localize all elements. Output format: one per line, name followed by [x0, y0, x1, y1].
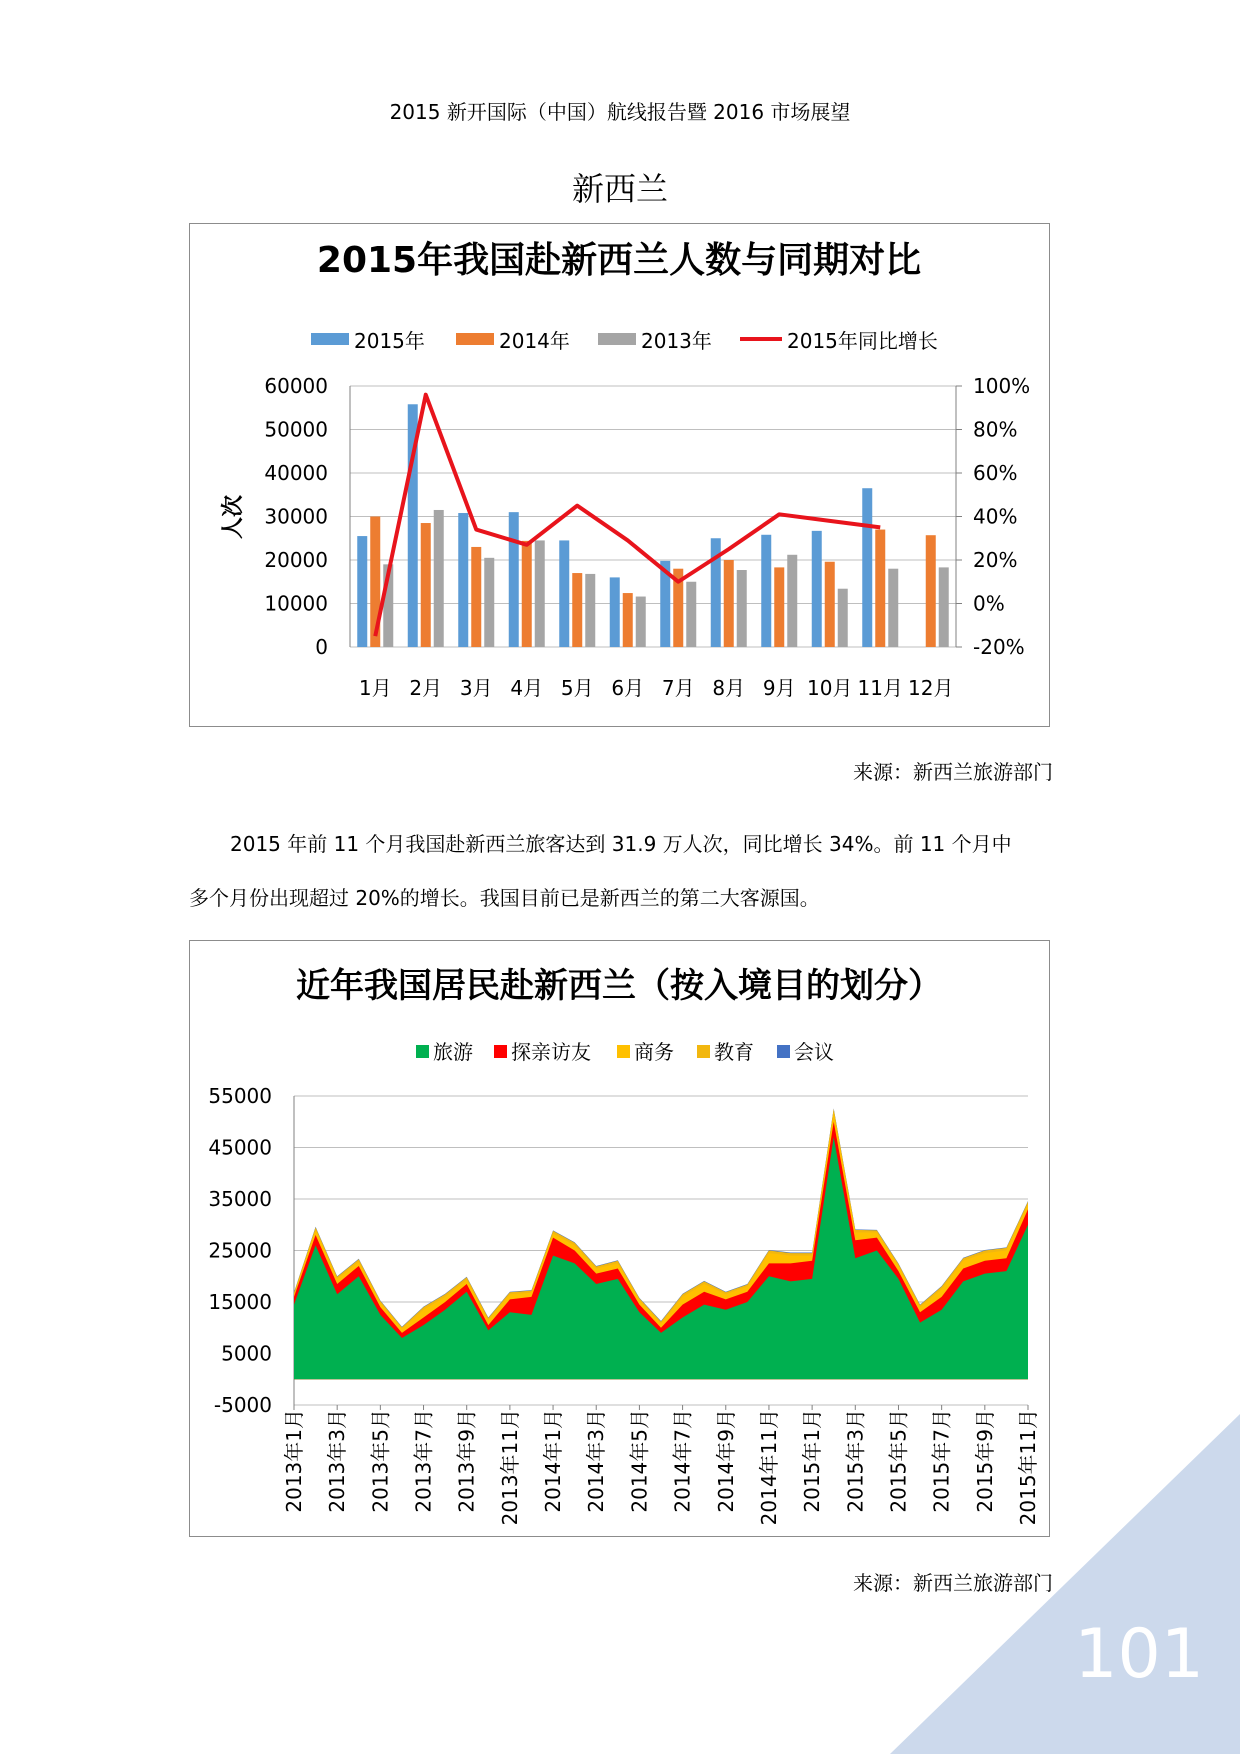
x-tick-label: 2014年3月: [584, 1409, 609, 1513]
legend-swatch: [311, 333, 349, 345]
bar: [812, 531, 822, 647]
chart-2-title: 近年我国居民赴新西兰（按入境目的划分）: [296, 966, 942, 1006]
x-tick-label: 2014年1月: [541, 1409, 566, 1513]
x-tick-label: 10月: [807, 676, 853, 700]
y-tick-label: 40000: [264, 461, 328, 485]
bar: [636, 597, 646, 647]
y-tick-label: 30000: [264, 504, 328, 529]
legend-swatch: [416, 1045, 429, 1058]
chart-1-title: 2015年我国赴新西兰人数与同期对比: [316, 240, 922, 281]
bar: [825, 562, 835, 647]
x-tick-label: 2013年1月: [282, 1409, 306, 1513]
y2-tick-label: 40%: [973, 504, 1018, 529]
x-tick-label: 2015年9月: [972, 1409, 997, 1513]
bar: [522, 541, 532, 647]
y2-tick-label: -20%: [973, 635, 1025, 659]
bar: [926, 535, 936, 647]
body-paragraph-line-2: [189, 866, 1054, 930]
x-tick-label: 2013年11月: [497, 1409, 522, 1526]
y2-tick-label: 60%: [973, 461, 1018, 485]
bar: [939, 567, 949, 647]
legend-swatch: [777, 1045, 790, 1058]
y-tick-label: -5000: [213, 1393, 272, 1417]
source-note-1: 来源：新西兰旅游部门: [853, 760, 1053, 784]
report-header: 2015 新开国际（中国）航线报告暨 2016 市场展望: [389, 100, 851, 124]
chart-visitors-comparison: [189, 223, 1050, 727]
x-tick-label: 2014年9月: [713, 1409, 738, 1513]
bar: [559, 540, 569, 647]
y-tick-label: 55000: [208, 1084, 272, 1108]
y-tick-label: 35000: [208, 1187, 272, 1211]
source-note-2: 来源：新西兰旅游部门: [853, 1571, 1053, 1595]
y2-tick-label: 0%: [973, 591, 1005, 616]
legend-label: 旅游: [433, 1040, 473, 1064]
x-tick-label: 2013年7月: [411, 1409, 436, 1513]
legend-item-1: [416, 1040, 473, 1064]
corner-triangle-shape: [890, 1414, 1240, 1754]
legend-item-5: [777, 1040, 834, 1064]
y-tick-label: 50000: [264, 417, 328, 442]
bar: [737, 570, 747, 647]
bar: [610, 577, 620, 647]
legend-item-4: [697, 1040, 754, 1064]
legend-item-3: [617, 1040, 674, 1064]
paragraph-text-1: 2015 年前 11 个月我国赴新西兰旅客达到 31.9 万人次，同比增长 34%。前 11 个月中: [230, 832, 1012, 856]
chart-1-canvas: [190, 224, 1048, 725]
page-number: 101: [1074, 1615, 1204, 1694]
x-tick-label: 2015年5月: [886, 1409, 911, 1513]
x-tick-label: 11月: [857, 676, 903, 700]
y-tick-label: 60000: [264, 374, 328, 398]
x-tick-label: 2013年3月: [325, 1409, 350, 1513]
x-tick-label: 9月: [762, 676, 796, 700]
bar: [787, 555, 797, 647]
y2-tick-label: 20%: [973, 548, 1018, 572]
bar: [509, 512, 519, 647]
legend-item-4: [740, 329, 938, 353]
y2-tick-label: 100%: [973, 374, 1031, 398]
bar: [761, 535, 771, 647]
x-tick-label: 2月: [409, 676, 443, 700]
bar: [471, 547, 481, 647]
legend-label: 教育: [714, 1040, 754, 1064]
x-tick-label: 2015年11月: [1016, 1409, 1040, 1526]
bar: [838, 589, 848, 647]
paragraph-text-2: 多个月份出现超过 20%的增长。我国目前已是新西兰的第二大客源国。: [189, 886, 820, 910]
x-tick-label: 2015年7月: [929, 1409, 954, 1513]
x-tick-label: 6月: [611, 676, 645, 700]
bar: [623, 593, 633, 647]
bar: [774, 567, 784, 647]
legend-swatch: [456, 333, 494, 345]
bar: [875, 530, 885, 647]
y-tick-label: 45000: [208, 1135, 272, 1160]
bar: [484, 558, 494, 647]
x-tick-label: 2014年11月: [756, 1409, 781, 1526]
area-tourism: [294, 1137, 1028, 1379]
legend-swatch: [494, 1045, 507, 1058]
bar: [585, 574, 595, 647]
x-tick-label: 7月: [661, 676, 695, 700]
y-tick-label: 25000: [208, 1238, 272, 1263]
y-tick-label: 15000: [208, 1290, 272, 1314]
legend-label: 2014年: [499, 329, 570, 353]
bar: [862, 488, 872, 647]
bar: [724, 560, 734, 647]
x-tick-label: 1月: [358, 676, 392, 700]
bar: [535, 540, 545, 647]
bar: [572, 573, 582, 647]
x-tick-label: 3月: [459, 676, 493, 700]
legend-label: 2015年: [354, 329, 425, 353]
x-tick-label: 2014年7月: [670, 1409, 695, 1513]
bar: [888, 569, 898, 647]
y-tick-label: 10000: [264, 591, 328, 616]
x-tick-label: 4月: [510, 676, 544, 700]
x-tick-label: 2015年3月: [843, 1409, 868, 1513]
y-axis-title: 人次: [221, 494, 246, 540]
bar: [686, 582, 696, 647]
bar: [458, 513, 468, 647]
legend-label: 探亲访友: [511, 1040, 591, 1064]
bar: [357, 536, 367, 647]
legend-label: 2015年同比增长: [787, 329, 938, 353]
y-tick-label: 0: [315, 635, 328, 659]
legend-swatch: [598, 333, 636, 345]
legend-item-2: [456, 329, 570, 353]
x-tick-label: 2013年5月: [368, 1409, 393, 1513]
corner-triangle: [890, 1414, 1240, 1754]
legend-swatch: [617, 1045, 630, 1058]
y-tick-label: 20000: [264, 548, 328, 572]
legend-label: 会议: [794, 1040, 834, 1064]
x-tick-label: 12月: [908, 676, 954, 700]
bar: [434, 510, 444, 647]
legend-item-2: [494, 1040, 591, 1064]
x-tick-label: 8月: [712, 676, 746, 700]
x-tick-label: 2014年5月: [627, 1409, 652, 1513]
legend-label: 2013年: [641, 329, 712, 353]
bar-series-2: [370, 517, 936, 648]
page-title: 新西兰: [571, 170, 668, 208]
bar: [421, 523, 431, 647]
legend-item-1: [311, 329, 425, 353]
legend-swatch: [697, 1045, 710, 1058]
y2-tick-label: 80%: [973, 417, 1018, 442]
y-tick-label: 5000: [221, 1341, 272, 1366]
legend-item-3: [598, 329, 712, 353]
x-tick-label: 2013年9月: [454, 1409, 479, 1513]
x-tick-label: 5月: [560, 676, 594, 700]
legend-label: 商务: [634, 1040, 674, 1064]
x-tick-label: 2015年1月: [800, 1409, 825, 1513]
